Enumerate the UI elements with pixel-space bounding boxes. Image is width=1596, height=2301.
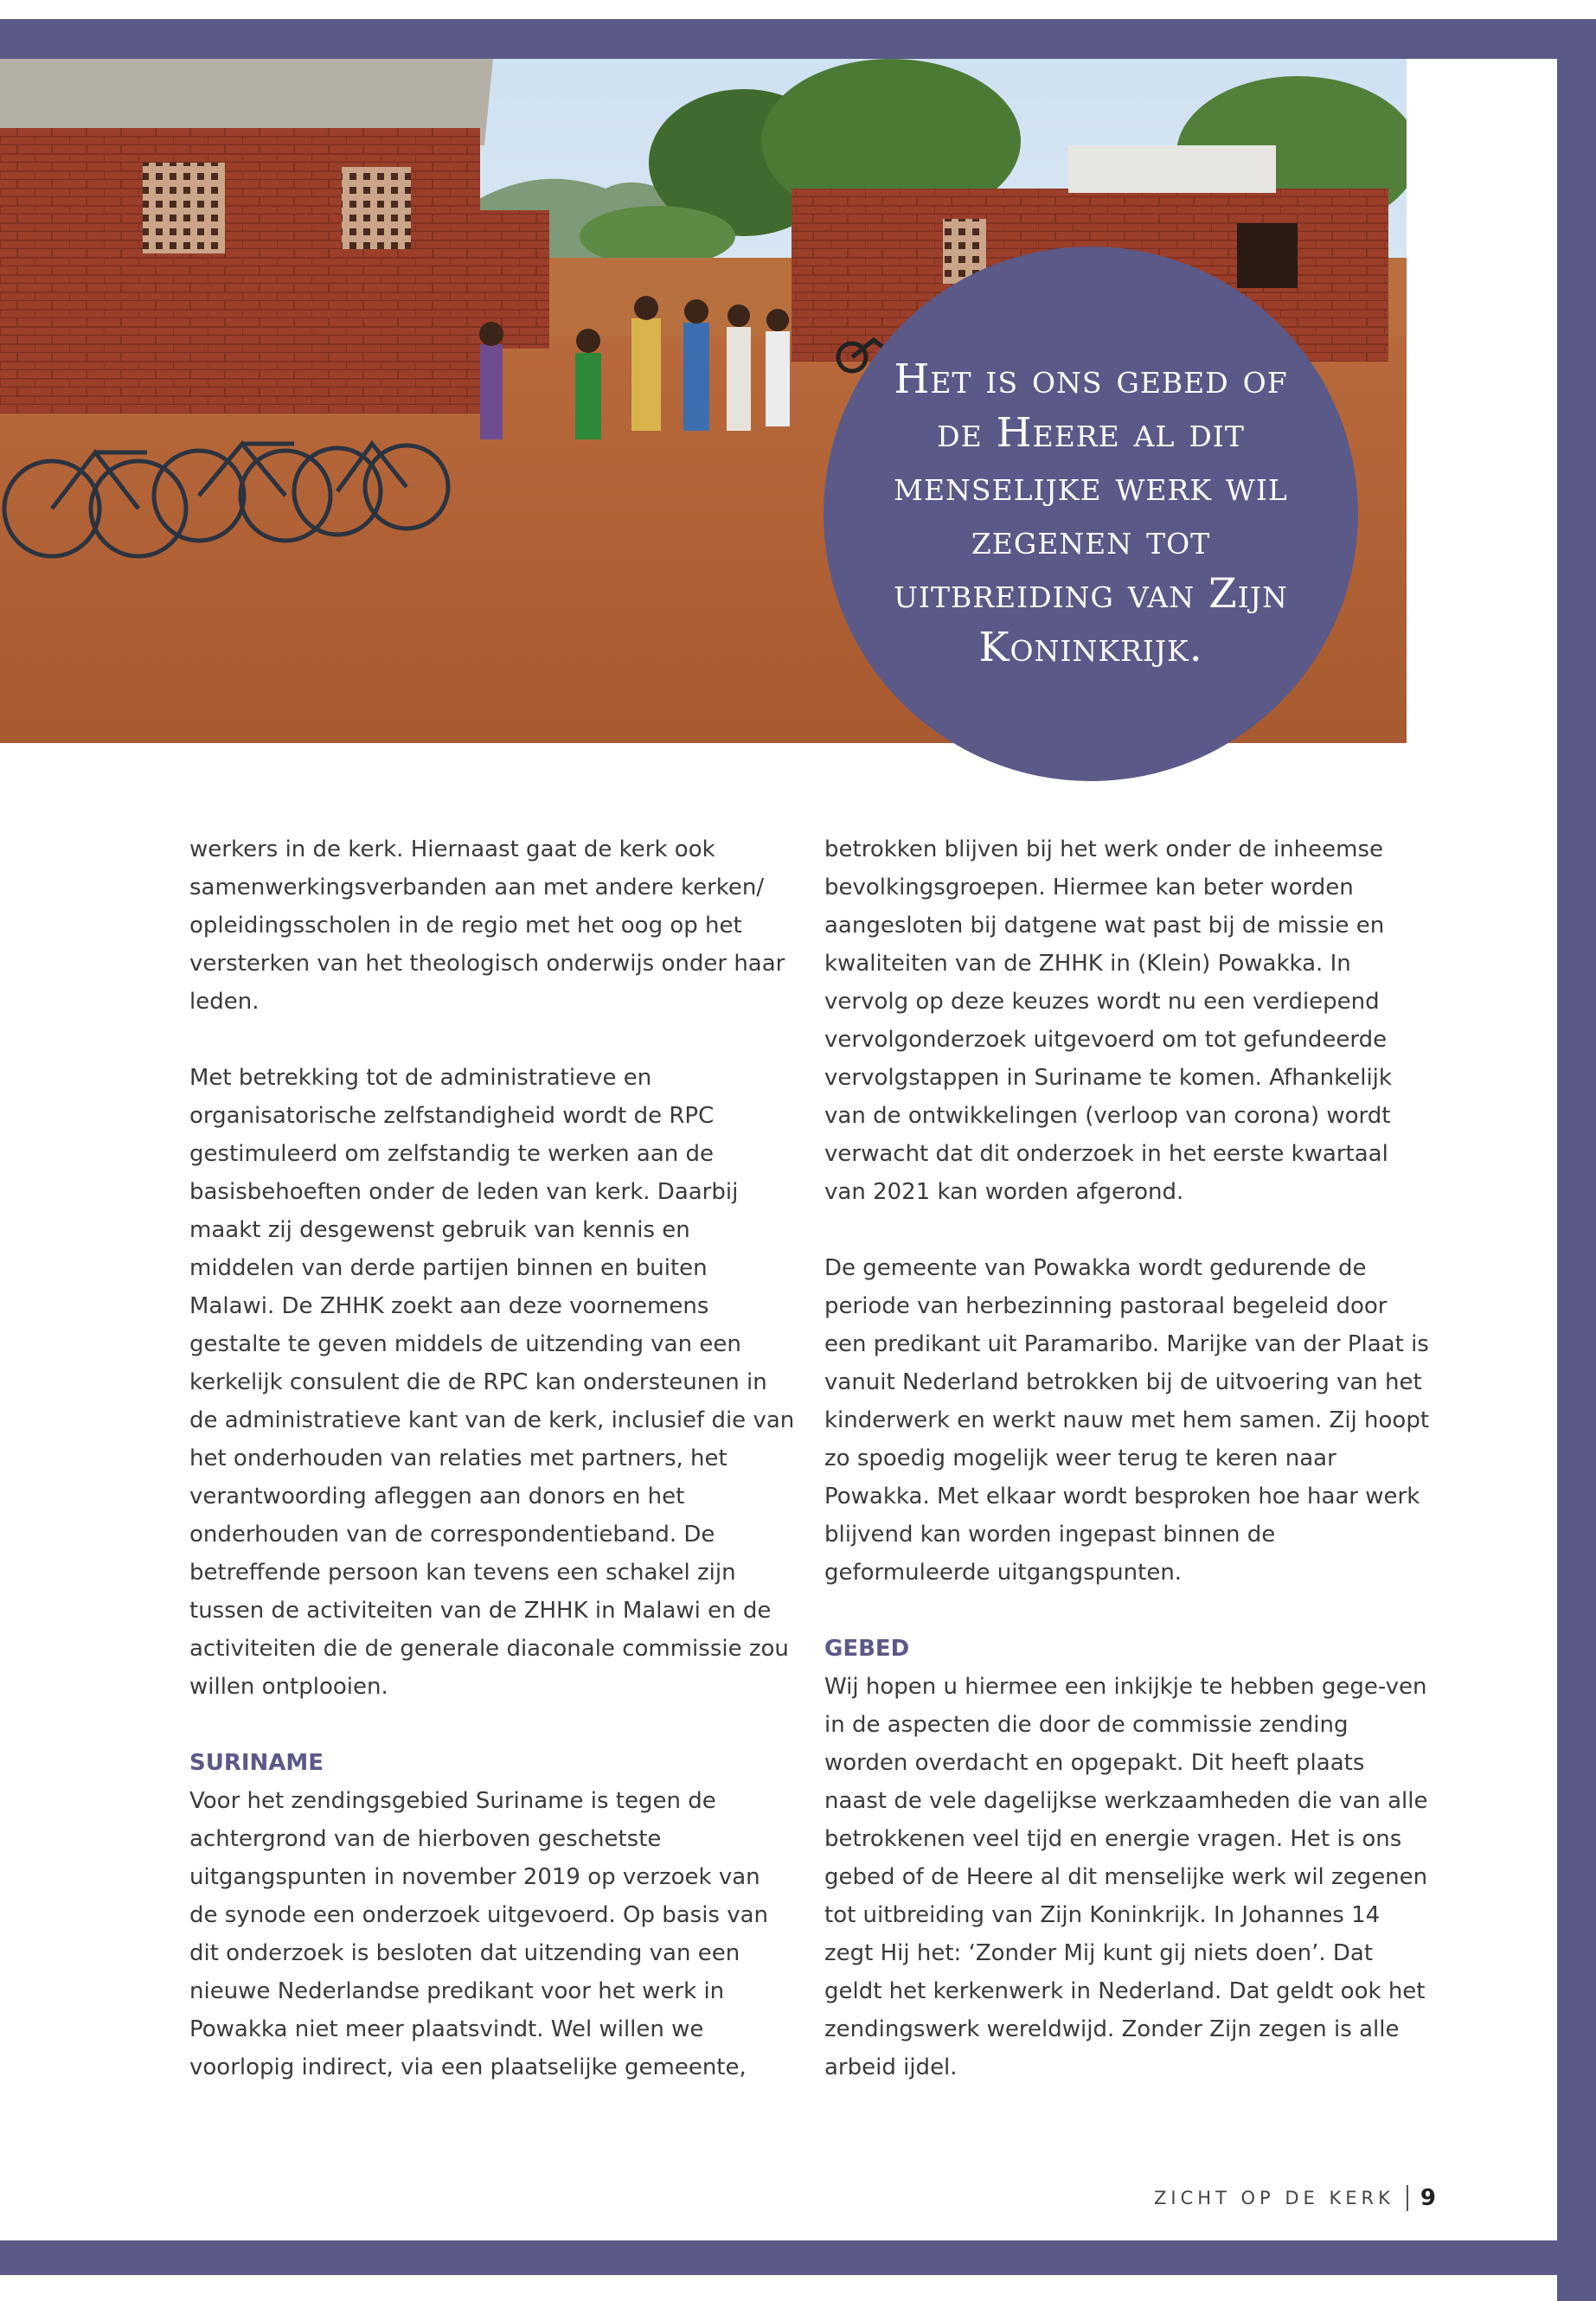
page-footer — [1154, 2185, 1436, 2211]
magazine-title: ZICHT OP DE KERK — [1153, 2188, 1394, 2208]
frame-top-band — [0, 19, 1596, 59]
heading-suriname: SURINAME — [189, 1750, 324, 1776]
left-column — [189, 830, 795, 2125]
footer-divider — [1407, 2185, 1408, 2211]
heading-gebed: GEBED — [824, 1636, 910, 1662]
left-paragraph-2: Met betrekking tot de administratieve en organisatorische zelfstandigheid wordt de RPC gestimuleerd om zelfstandig te werken aan de basisbehoeften onder de leden van kerk. Daarbij maakt zij desgewenst gebruik van kennis en middelen van derde partijen binnen en buiten Malawi. De ZHHK zoekt aan deze voornemens gestalte te geven middels de uitzending van een kerkelijk consulent die de RPC kan ondersteunen in de administratieve kant van de kerk, inclusief die van het onderhouden van relaties met partners, het verantwoording afleggen aan donors en het onderhouden van de correspondentieband. De betreffende persoon kan tevens een schakel zijn tussen de activiteiten van de ZHHK in Malawi en de activiteiten die de generale diaconale commissie zou willen ontplooien. — [189, 1065, 795, 1700]
right-paragraph-3: Wij hopen u hiermee een inkijkje te hebben gege-ven in de aspecten die door de commissie zending worden overdacht en opgepakt. Dit heeft plaats naast de vele dagelijkse werkzaamheden die van alle betrokkenen veel tijd en energie vragen. Het is ons gebed of de Heere al dit menselijke werk wil zegenen tot uitbreiding van Zijn Koninkrijk. In Johannes 14 zegt Hij het: ‘Zonder Mij kunt gij niets doen’. Dat geldt het kerkenwerk in Nederland. Dat geldt ook het zendingswerk wereldwijd. Zonder Zijn zegen is alle arbeid ijdel. — [824, 1674, 1428, 2080]
pull-quote-circle — [824, 247, 1358, 781]
frame-right-band — [1557, 19, 1596, 2301]
right-paragraph-1: betrokken blijven bij het werk onder de inheemse bevolkingsgroepen. Hiermee kan beter worden aangesloten bij datgene wat past bij de missie en kwaliteiten van de ZHHK in (Klein) Powakka. In vervolg op deze keuzes wordt nu een verdiepend vervolgonderzoek uitgevoerd om tot gefundeerde vervolgstappen in Suriname te komen. Afhankelijk van de ontwikkelingen (verloop van corona) wordt verwacht dat dit onderzoek in het eerste kwartaal van 2021 kan worden afgerond. — [824, 836, 1392, 1205]
page-number: 9 — [1420, 2185, 1436, 2211]
left-paragraph-1: werkers in de kerk. Hiernaast gaat de kerk ook samenwerkingsverbanden aan met andere kerken/ opleidingsscholen in de regio met het oog op het versterken van het theologisch onderwijs onder haar leden. — [189, 836, 785, 1015]
right-column — [824, 830, 1430, 2125]
pull-quote: Het is ons gebed of de Heere al dit menselijke werk wil zegenen tot uitbreiding van Zijn Koninkrijk. — [894, 356, 1288, 671]
left-paragraph-3: Voor het zendingsgebied Suriname is tegen de achtergrond van de hierboven geschetste uitgangspunten in november 2019 op verzoek van de synode een onderzoek uitgevoerd. Op basis van dit onderzoek is besloten dat uitzending van een nieuwe Nederlandse predikant voor het werk in Powakka niet meer plaatsvindt. Wel willen we voorlopig indirect, via een plaatselijke gemeente, — [189, 1788, 769, 2080]
right-paragraph-2: De gemeente van Powakka wordt gedurende de periode van herbezinning pastoraal begeleid door een predikant uit Paramaribo. Marijke van der Plaat is vanuit Nederland betrokken bij de uitvoering van het kinderwerk en werkt nauw met hem samen. Zij hoopt zo spoedig mogelijk weer terug te keren naar Powakka. Met elkaar wordt besproken hoe haar werk blijvend kan worden ingepast binnen de geformuleerde uitgangspunten. — [824, 1255, 1430, 1586]
frame-bottom-band — [0, 2240, 1596, 2275]
